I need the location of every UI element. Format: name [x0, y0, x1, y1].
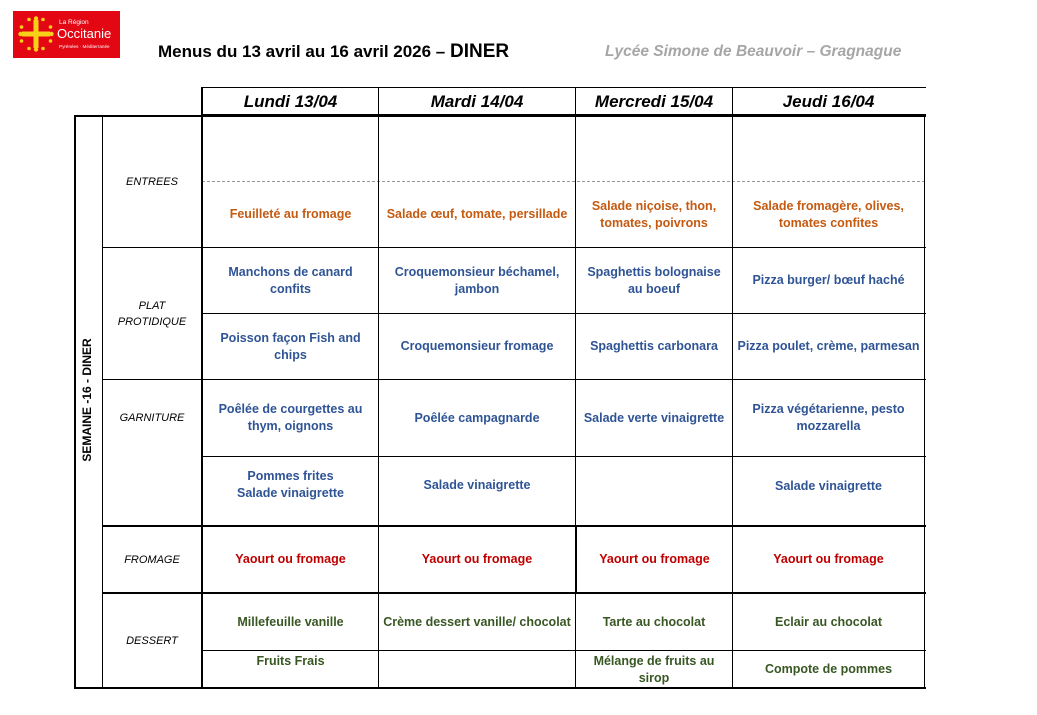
menu-cell-plat2-jeudi: Pizza poulet, crème, parmesan [737, 339, 920, 353]
menu-cell-garniture1-jeudi: Pizza végétarienne, pesto mozzarella [752, 402, 905, 433]
title-meal: DINER [450, 41, 510, 62]
menu-cell-dessert2-mardi [379, 652, 575, 687]
menu-cell-plat2-mardi: Croquemonsieur fromage [400, 339, 554, 353]
menu-cell-dessert1-jeudi: Eclair au chocolat [775, 614, 882, 629]
day-header-lundi: Lundi 13/04 [243, 91, 338, 111]
menu-cell-dessert2-lundi: Fruits Frais [256, 653, 325, 668]
grid-line [74, 115, 76, 689]
menu-cell-garniture2-lundi: Pommes frites Salade vinaigrette [237, 469, 344, 500]
menu-cell-plat1-jeudi: Pizza burger/ bœuf haché [752, 273, 905, 287]
menu-cell-dessert1-mercredi: Tarte au chocolat [602, 614, 706, 629]
menu-cell-garniture1-lundi: Poêlée de courgettes au thym, oignons [218, 402, 363, 433]
title-prefix: Menus du 13 avril au 16 avril 2026 – [158, 42, 450, 61]
week-label: SEMAINE -16 - DINER [80, 338, 94, 462]
page-title [158, 41, 509, 63]
menu-cell-dessert2-mercredi: Mélange de fruits au sirop [593, 653, 715, 685]
logo-line2: Occitanie [57, 26, 112, 41]
menu-cell-garniture2-jeudi: Salade vinaigrette [775, 479, 882, 493]
menu-cell-garniture1-mardi: Poêlée campagnarde [414, 410, 540, 425]
menu-cell-plat2-mercredi: Spaghettis carbonara [590, 339, 718, 353]
region-logo [13, 11, 120, 58]
menu-cell-plat1-mardi: Croquemonsieur béchamel, jambon [394, 264, 560, 296]
school-name: Lycée Simone de Beauvoir – Gragnague [605, 43, 902, 60]
menu-cell-fromage-mercredi: Yaourt ou fromage [599, 552, 710, 566]
category-garniture: GARNITURE [119, 412, 185, 424]
menu-cell-entree-jeudi: Salade fromagère, olives, tomates confites [753, 198, 904, 230]
category-dessert: DESSERT [126, 635, 178, 647]
category-entrees: ENTREES [126, 176, 178, 188]
menu-cell-fromage-jeudi: Yaourt ou fromage [773, 552, 884, 566]
grid-line [201, 650, 926, 651]
menu-cell-entree-mardi: Salade œuf, tomate, persillade [386, 207, 568, 221]
logo-line1: La Région [59, 19, 89, 26]
menu-cell-fromage-lundi: Yaourt ou fromage [235, 552, 346, 566]
menu-cell-dessert2-jeudi: Compote de pommes [764, 662, 893, 676]
category-plat: PLAT PROTIDIQUE [117, 299, 187, 328]
occitan-cross-icon [18, 16, 54, 52]
menu-cell-dessert1-lundi: Millefeuille vanille [237, 614, 344, 629]
day-header-mardi: Mardi 14/04 [430, 91, 524, 111]
menu-cell-garniture2-mardi: Salade vinaigrette [423, 477, 531, 492]
menu-cell-plat1-lundi: Manchons de canard confits [228, 264, 353, 296]
grid-line [924, 115, 925, 689]
logo-line3: Pyrénées · Méditerranée [59, 44, 110, 49]
menu-cell-garniture2-mercredi [576, 457, 732, 513]
menu-cell-entree-mercredi: Salade niçoise, thon, tomates, poivrons [591, 198, 717, 230]
day-header-jeudi: Jeudi 16/04 [782, 91, 875, 111]
category-fromage: FROMAGE [124, 553, 180, 566]
menu-cell-fromage-mardi: Yaourt ou fromage [421, 552, 533, 566]
menu-cell-dessert1-mardi: Crème dessert vanille/ chocolat [383, 614, 571, 629]
menu-cell-plat2-lundi: Poisson façon Fish and chips [220, 330, 361, 362]
menu-cell-entree-lundi: Feuilleté au fromage [229, 207, 352, 221]
menu-cell-plat1-mercredi: Spaghettis bolognaise au boeuf [587, 264, 721, 296]
day-header-mercredi: Mercredi 15/04 [594, 91, 714, 111]
menu-cell-garniture1-mercredi: Salade verte vinaigrette [583, 410, 725, 425]
